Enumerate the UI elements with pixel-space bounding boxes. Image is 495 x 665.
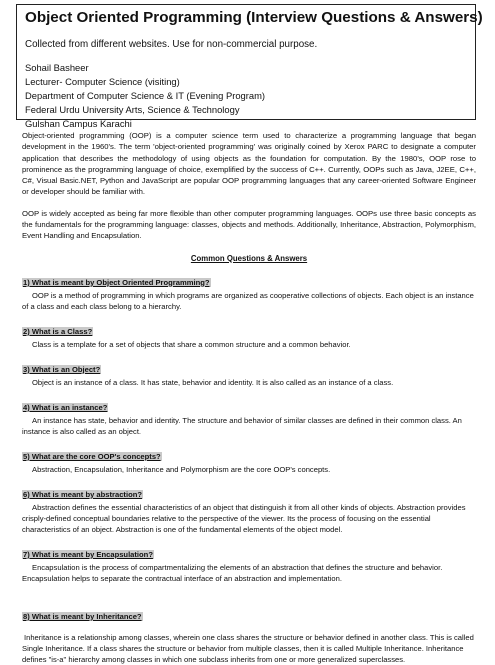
author-name: Sohail Basheer bbox=[25, 62, 89, 73]
question-heading: 7) What is meant by Encapsulation? bbox=[23, 549, 153, 559]
qa-item-8 bbox=[22, 606, 476, 665]
question-heading: 3) What is an Object? bbox=[23, 364, 101, 374]
author-department: Department of Computer Science & IT (Evening Program) bbox=[25, 90, 266, 101]
question-heading: 6) What is meant by abstraction? bbox=[23, 489, 142, 499]
author-university: Federal Urdu University Arts, Science & Technology bbox=[25, 104, 240, 115]
question-heading: 4) What is an instance? bbox=[23, 402, 108, 412]
question-heading: 2) What is a Class? bbox=[23, 326, 93, 336]
answer-text: Abstraction, Encapsulation, Inheritance and Polymorphism are the core OOP's concepts. bbox=[32, 464, 331, 474]
document-header bbox=[16, 4, 483, 129]
qa-item-3 bbox=[22, 359, 476, 388]
intro-paragraph-2: OOP is widely accepted as being far more flexible than other computer programming languages. OOPs use three basic concepts as the fundamentals for the programming language: classes, objects and methods. Additionally, Inheritance, Abstraction, Polymorphism, Event Handling and Encapsulation. bbox=[22, 208, 476, 241]
author-block bbox=[25, 61, 467, 131]
question-heading: 1) What is meant by Object Oriented Programming? bbox=[23, 277, 210, 287]
answer-text: Inheritance is a relationship among classes, wherein one class shares the structure or behavior defined in another class. This is called Single Inheritance. If a class shares the structure or behavior from multiple classes, then it is called Multiple Inheritance. Inheritance defines "is-a" hierarchy among classes in which one subclass inherits from one or more generalized superclasses. bbox=[22, 632, 474, 664]
section-heading: Common Questions & Answers bbox=[190, 253, 308, 263]
qa-item-1 bbox=[22, 272, 476, 312]
qa-item-5 bbox=[22, 446, 476, 475]
author-position: Lecturer- Computer Science (visiting) bbox=[25, 76, 180, 87]
document-title: Object Oriented Programming (Interview Questions & Answers) bbox=[25, 9, 483, 26]
document-subtitle: Collected from different websites. Use for non-commercial purpose. bbox=[25, 39, 318, 50]
author-campus: Gulshan Campus Karachi bbox=[25, 118, 132, 129]
qa-item-7 bbox=[22, 544, 476, 584]
answer-text: Encapsulation is the process of compartmentalizing the elements of an abstraction that defines the structure and behavior. Encapsulation helps to separate the contractual interface of an abstraction and implementation. bbox=[22, 562, 443, 583]
answer-text: Object is an instance of a class. It has state, behavior and identity. It is also called as an instance of a class. bbox=[32, 377, 394, 387]
question-heading: 5) What are the core OOP's concepts? bbox=[23, 451, 161, 461]
answer-text: OOP is a method of programming in which programs are organized as cooperative collections of objects. Each object is an instance of a class and each class belong to a hierarchy. bbox=[22, 290, 474, 311]
intro-paragraph-1: Object-oriented programming (OOP) is a computer science term used to characterize a programming language that began development in the 1960's. The term 'object-oriented programming' was originally coined by Xerox PARC to designate a computer application that describes the methodology of using objects as the foundation for computation. By the 1980's, OOP rose to prominence as the programming language of choice, exemplified by the success of C++. Currently, OOPs such as Java, J2EE, C++, C#, Visual Basic.NET, Python and JavaScript are popular OOP programming languages that any career-oriented Software Engineer or developer should be familiar with. bbox=[22, 131, 476, 197]
qa-item-4 bbox=[22, 397, 476, 437]
answer-text: Abstraction defines the essential characteristics of an object that distinguish it from all other kinds of objects. Abstraction provides crisply-defined conceptual boundaries relative to the perspective of the viewer. Its the process of focusing on the essential characteristics of an object. Abstraction is one of the fundamental elements of the object model. bbox=[22, 502, 466, 534]
question-heading: 8) What is meant by Inheritance? bbox=[23, 611, 142, 621]
qa-item-6 bbox=[22, 484, 476, 535]
qa-item-2 bbox=[22, 321, 476, 350]
answer-text: An instance has state, behavior and identity. The structure and behavior of similar classes are defined in their common class. An instance is also called as an object. bbox=[22, 415, 462, 436]
answer-text: Class is a template for a set of objects that share a common structure and a common behavior. bbox=[32, 339, 351, 349]
document-body bbox=[22, 130, 476, 665]
